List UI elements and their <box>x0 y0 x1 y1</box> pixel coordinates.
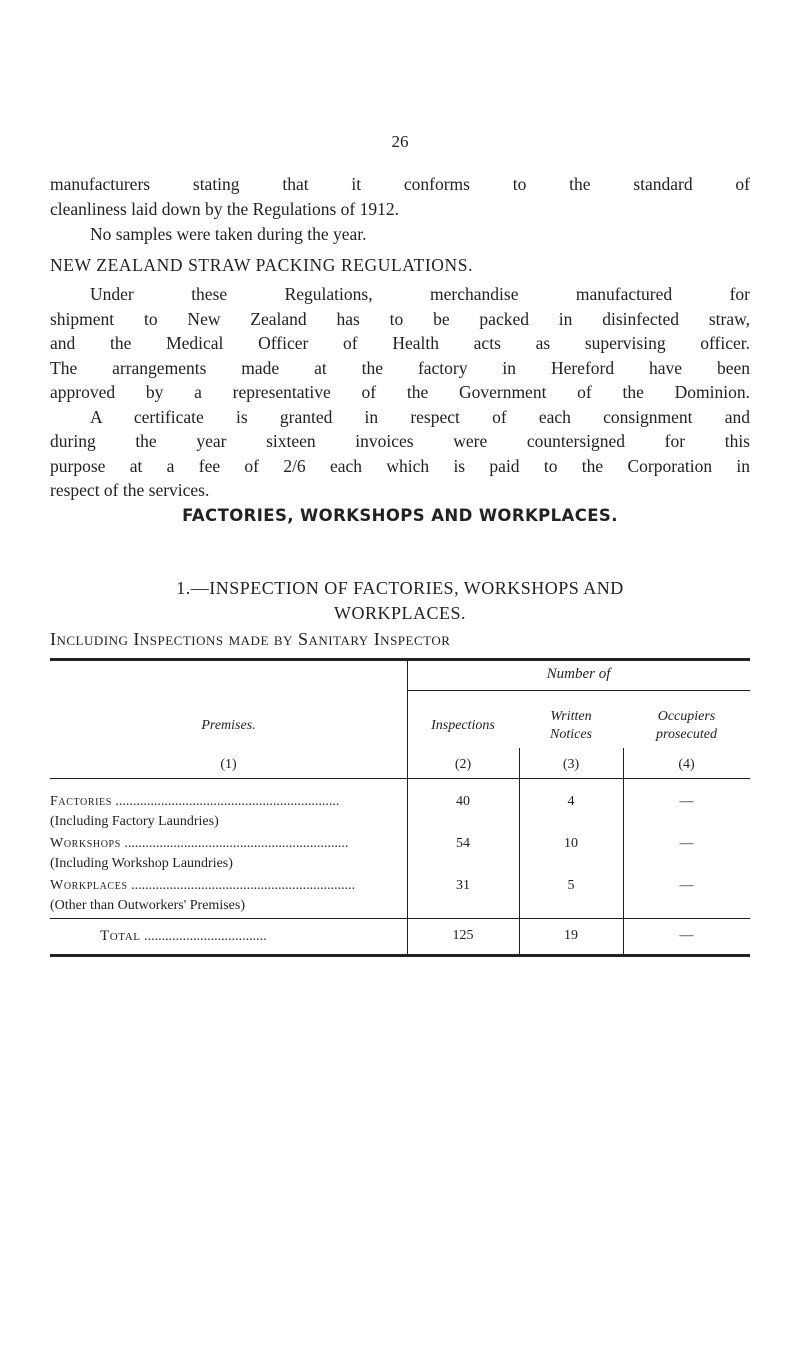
header-number: (2) <box>454 757 472 772</box>
section-heading: FACTORIES, WORKSHOPS AND WORKPLACES. <box>182 506 618 525</box>
group-header: Number of <box>546 666 611 682</box>
premises-name: Workshops <box>50 836 121 851</box>
row-premises: Factories ................................................................ <box>50 794 340 809</box>
total-label: Total <box>100 928 141 944</box>
paragraph-line: during the year sixteen invoices were countersigned for this <box>50 431 750 451</box>
premises-name: Workplaces <box>50 878 128 893</box>
table-bottom-rule <box>50 954 750 957</box>
cell-notices: 5 <box>567 878 575 893</box>
row-premises: Workplaces ................................................................ <box>50 878 356 893</box>
group-header-rule <box>407 690 750 691</box>
header-line: Written <box>550 709 592 724</box>
cell-prosecuted: — <box>679 878 694 893</box>
header-written-notices <box>519 708 623 744</box>
paragraph-line: Under these Regulations, merchandise manufactured for <box>90 284 750 304</box>
row-premises: Workshops ................................................................ <box>50 836 349 851</box>
inspection-table <box>50 658 750 1058</box>
table-top-rule <box>50 658 750 661</box>
subheading-line: 1.—INSPECTION OF FACTORIES, WORKSHOPS AND <box>176 578 624 598</box>
cell-inspections: 31 <box>456 878 470 893</box>
header-number: (4) <box>678 757 695 772</box>
premises-name: Factories <box>50 794 112 809</box>
page-number: 26 <box>391 132 409 151</box>
cell-inspections: 40 <box>456 794 470 809</box>
total-notices: 19 <box>564 928 578 943</box>
paragraph-line: and the Medical Officer of Health acts as supervising officer. <box>50 333 750 353</box>
paragraph-line: cleanliness laid down by the Regulations of 1912. <box>50 198 399 219</box>
row-note: (Other than Outworkers' Premises) <box>50 898 245 913</box>
row-note: (Including Factory Laundries) <box>50 814 219 829</box>
paragraph-nz-regulations <box>50 282 750 503</box>
total-prosecuted: — <box>679 928 694 943</box>
paragraph-samples: No samples were taken during the year. <box>90 224 367 244</box>
paragraph-line: manufacturers stating that it conforms to the standard of <box>50 174 750 194</box>
cell-inspections: 54 <box>456 836 470 851</box>
header-number: (3) <box>562 757 580 772</box>
header-line: Occupiers <box>657 709 716 724</box>
header-occupiers-prosecuted <box>623 708 750 744</box>
total-top-rule <box>50 918 750 919</box>
header-line: Notices <box>550 727 592 742</box>
header-bottom-rule <box>50 778 750 779</box>
paragraph-line: The arrangements made at the factory in Hereford have been <box>50 357 750 378</box>
total-inspections: 125 <box>452 928 474 943</box>
cell-prosecuted: — <box>679 794 694 809</box>
paragraph-line: A certificate is granted in respect of each consignment and <box>90 406 750 427</box>
cell-notices: 4 <box>567 794 575 809</box>
heading-nz-straw: NEW ZEALAND STRAW PACKING REGULATIONS. <box>50 255 474 275</box>
paragraph-continuation <box>50 172 750 221</box>
table-caption: Including Inspections made by Sanitary Inspector <box>50 629 451 649</box>
row-note: (Including Workshop Laundries) <box>50 856 233 871</box>
header-inspections: Inspections <box>431 718 495 733</box>
subheading <box>0 576 800 626</box>
paragraph-line: approved by a representative of the Government of the Dominion. <box>50 382 750 402</box>
cell-prosecuted: — <box>679 836 694 851</box>
cell-notices: 10 <box>564 836 578 851</box>
total-label-row: Total ................................... <box>100 928 267 944</box>
header-number: (1) <box>220 757 237 772</box>
subheading-line: WORKPLACES. <box>333 603 466 623</box>
paragraph-line: purpose at a fee of 2/6 each which is paid to the Corporation in <box>50 455 750 476</box>
header-premises: Premises. <box>201 718 256 733</box>
paragraph-line: shipment to New Zealand has to be packed in disinfected straw, <box>50 308 750 329</box>
header-line: prosecuted <box>656 727 717 742</box>
paragraph-line: respect of the services. <box>50 480 210 500</box>
